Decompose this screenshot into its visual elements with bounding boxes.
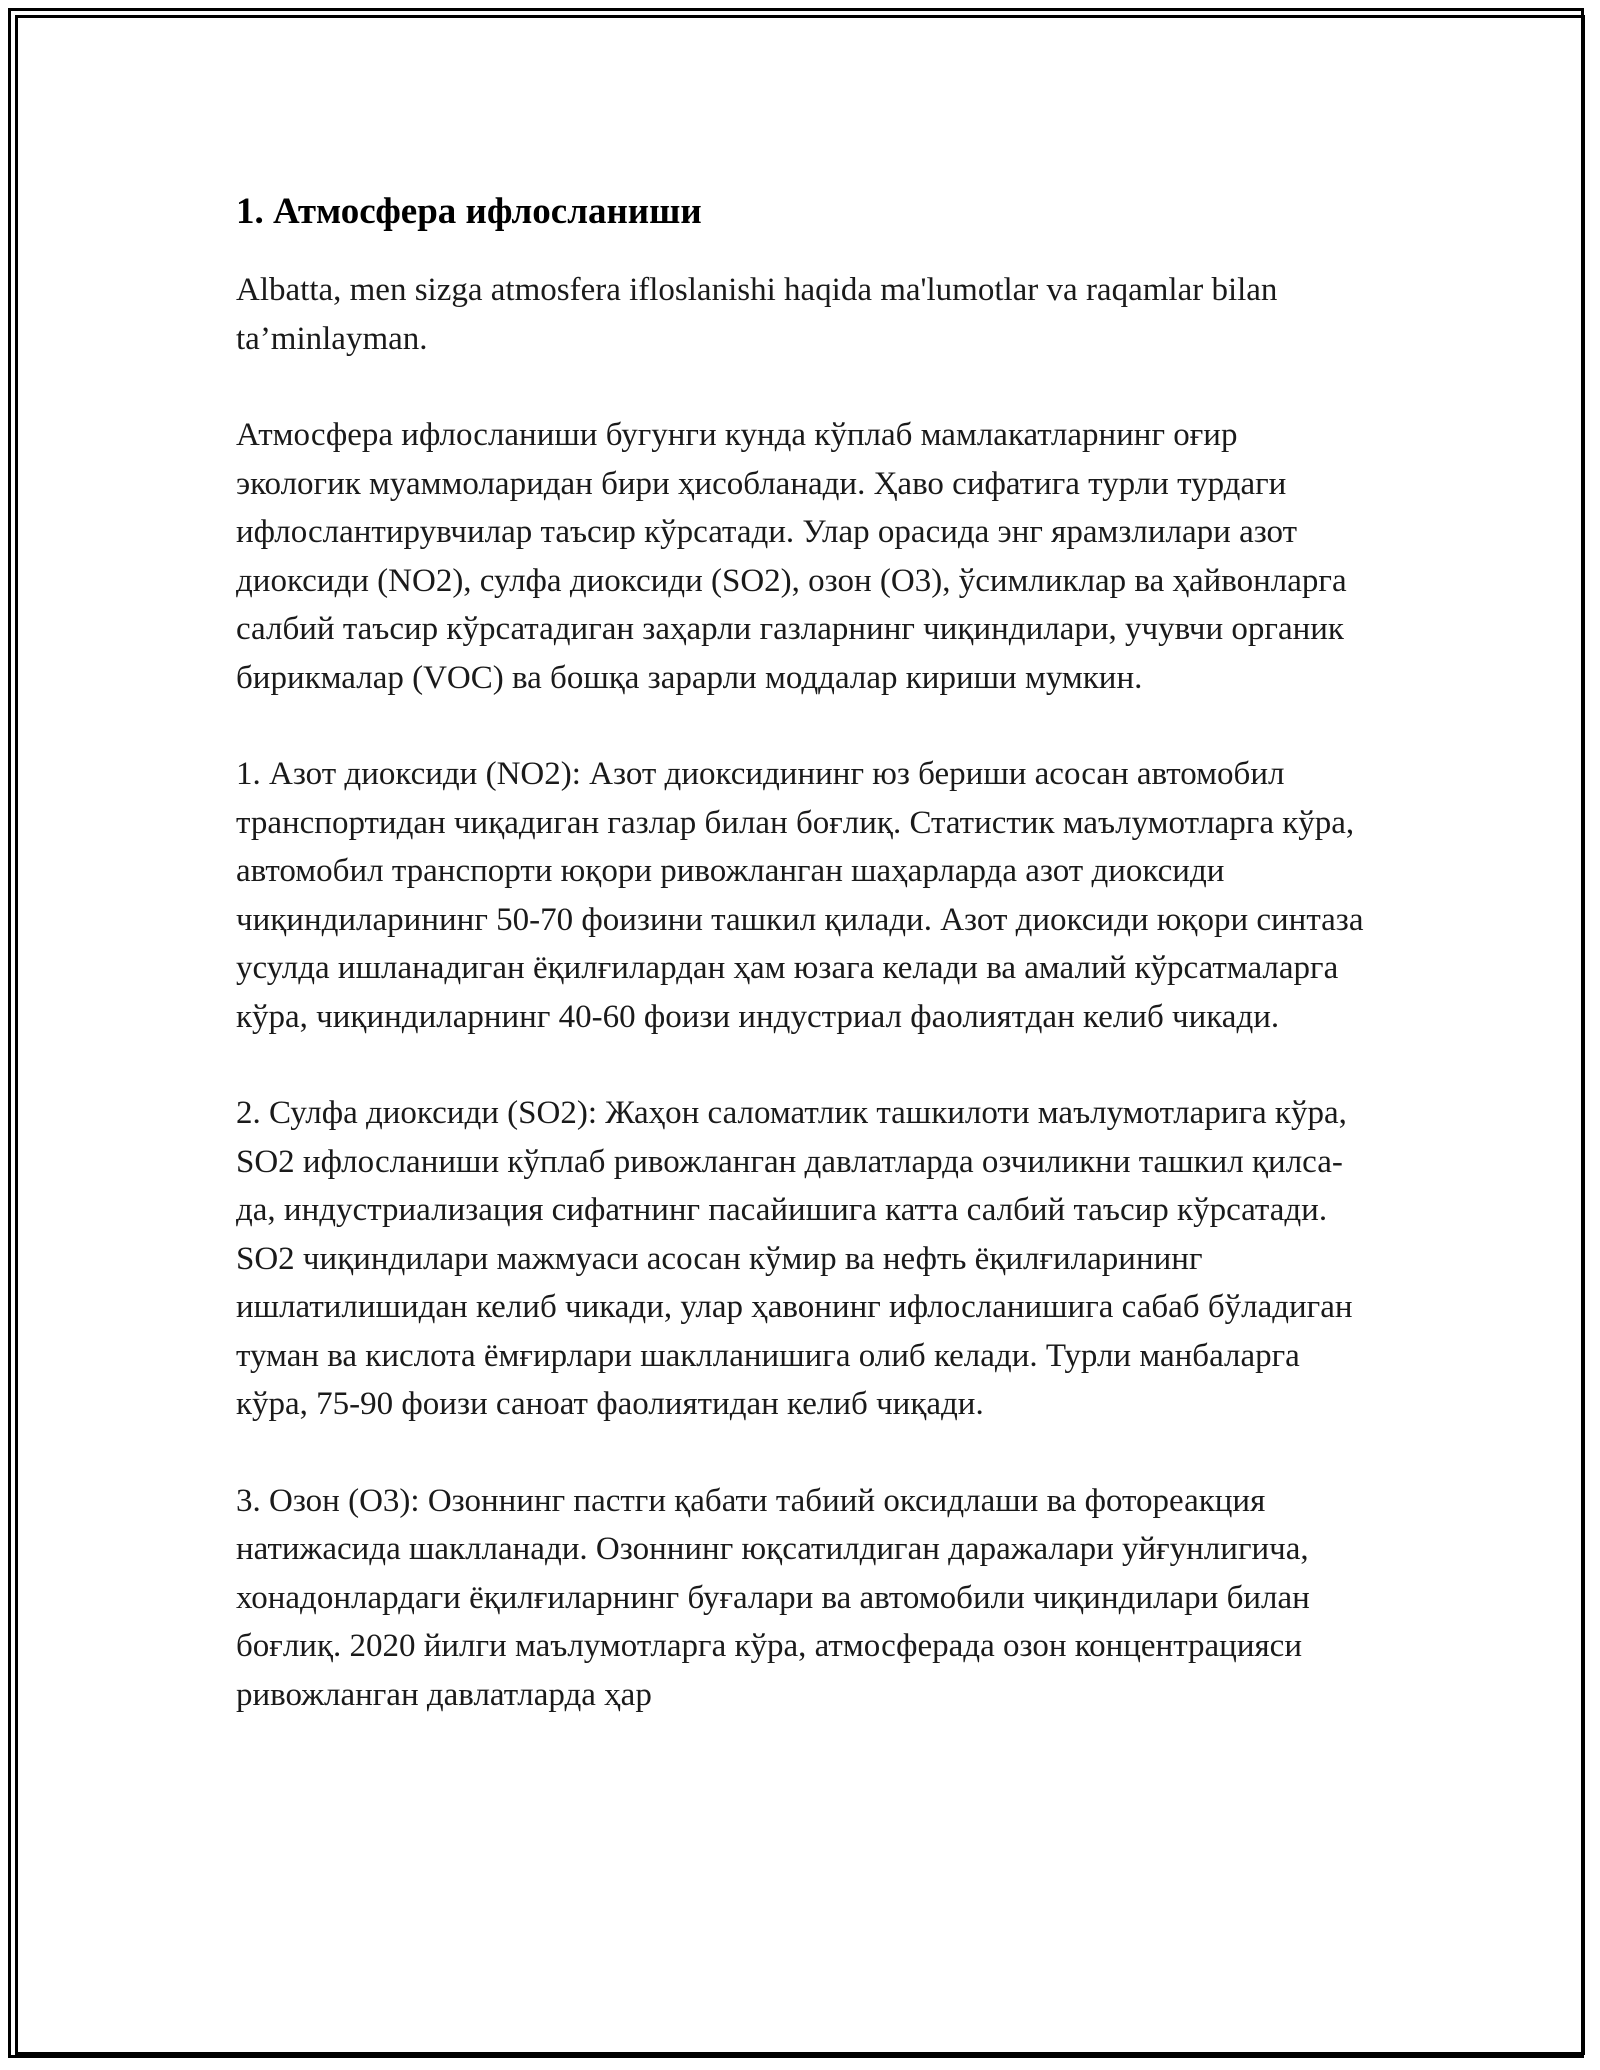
o3-paragraph: 3. Озон (O3): Озоннинг пастги қабати табиий оксидлаши ва фотореакция натижасида шаклланади. Озоннинг юқсатилдиган даражалари уйғунлигича, хонадонлардаги ёқилғиларнинг буғалари ва автомобили чиқиндилари билан боғлиқ. 2020 йилги маълумотларга кўра, атмосферада озон концентрацияси ривожланган давлатларда ҳар	[236, 1482, 1310, 1713]
document-title: 1. Атмосфера ифлосланиши	[236, 191, 702, 232]
document-body	[236, 186, 1366, 1767]
overview-paragraph: Атмосфера ифлосланиши бугунги кунда кўплаб мамлакатларнинг оғир экологик муаммоларидан бири ҳисобланади. Ҳаво сифатига турли турдаги ифлослантирувчилар таъсир кўрсатади. Улар орасида энг ярамзлилари азот диоксиди (NO2), сулфа диоксиди (SO2), озон (O3), ўсимликлар ва ҳайвонларга салбий таъсир кўрсатадиган заҳарли газларнинг чиқиндилари, учувчи органик бирикмалар (VOC) ва бошқа зарарли моддалар кириши мумкин.	[236, 417, 1347, 696]
so2-paragraph: 2. Сулфа диоксиди (SO2): Жаҳон саломатлик ташкилоти маълумотларига кўра, SO2 ифлосланиши кўплаб ривожланган давлатларда озчиликни ташкил қилса-да, индустриализация сифатнинг пасайишига катта салбий таъсир кўрсатади. SO2 чиқиндилари мажмуаси асосан кўмир ва нефть ёқилғиларининг ишлатилишидан келиб чикади, улар ҳавонинг ифлосланишига сабаб бўладиган туман ва кислота ёмғирлари шаклланишига олиб келади. Турли манбаларга кўра, 75-90 фоизи саноат фаолиятидан келиб чиқади.	[236, 1095, 1353, 1422]
no2-paragraph: 1. Азот диоксиди (NO2): Азот диоксидининг юз бериши асосан автомобил транспортидан чиқадиган газлар билан боғлиқ. Статистик маълумотларга кўра, автомобил транспорти юқори ривожланган шаҳарларда азот диоксиди чиқиндиларининг 50-70 фоизини ташкил қилади. Азот диоксиди юқори синтаза усулда ишланадиган ёқилғилардан ҳам юзага келади ва амалий кўрсатмаларга кўра, чиқиндиларнинг 40-60 фоизи индустриал фаолиятдан келиб чикади.	[236, 756, 1364, 1035]
intro-paragraph: Albatta, men sizga atmosfera ifloslanishi haqida ma'lumotlar va raqamlar bilan ta’minlayman.	[236, 272, 1278, 357]
